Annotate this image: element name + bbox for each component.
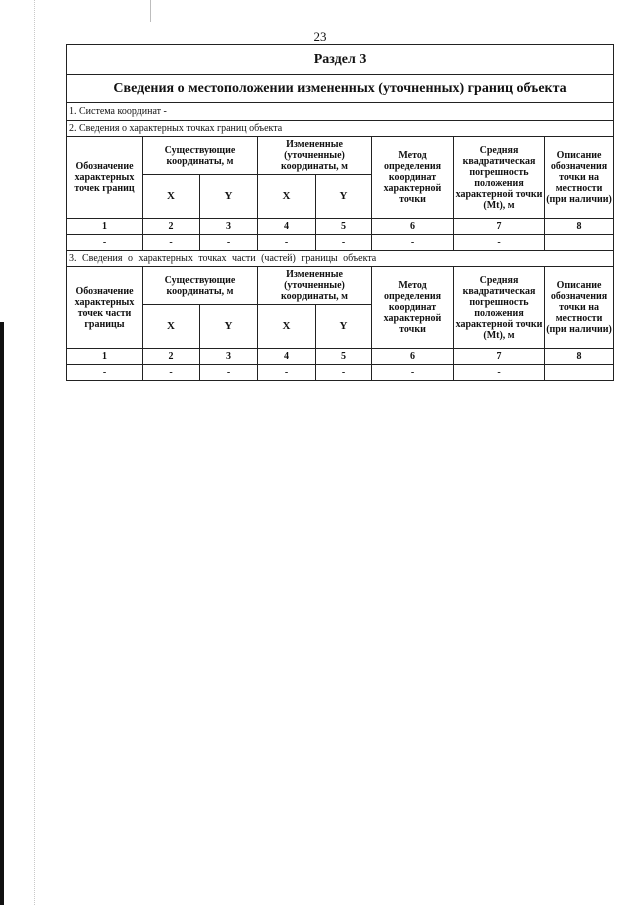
section-title: Раздел 3	[67, 45, 614, 75]
part3-value-8	[545, 365, 614, 381]
part2-y-changed: Y	[316, 175, 372, 219]
part3-col-designation: Обозначение характерных точек части границы	[67, 267, 143, 349]
part2-col-existing: Существующие координаты, м	[143, 137, 258, 175]
part3-num-3: 3	[200, 349, 258, 365]
part3-col-existing: Существующие координаты, м	[143, 267, 258, 305]
part2-value-2: -	[143, 235, 200, 251]
part2-num-7: 7	[454, 219, 545, 235]
scan-artifact-dots	[34, 0, 36, 905]
part2-num-8: 8	[545, 219, 614, 235]
part3-num-2: 2	[143, 349, 200, 365]
part2-col-description: Описание обозначения точки на местности (при наличии)	[545, 137, 614, 219]
part3-x-changed: X	[258, 305, 316, 349]
part2-num-2: 2	[143, 219, 200, 235]
part3-value-5: -	[316, 365, 372, 381]
part2-col-changed: Измененные (уточненные) координаты, м	[258, 137, 372, 175]
part2-value-6: -	[372, 235, 454, 251]
table-row	[67, 235, 614, 251]
part3-num-6: 6	[372, 349, 454, 365]
part2-label: 2. Сведения о характерных точках границ объекта	[67, 121, 614, 137]
part3-y-changed: Y	[316, 305, 372, 349]
part2-col-method: Метод определения координат характерной точки	[372, 137, 454, 219]
part2-number-row	[67, 219, 614, 235]
part3-num-5: 5	[316, 349, 372, 365]
scan-artifact-line	[150, 0, 151, 22]
part2-col-error: Средняя квадратическая погрешность положения характерной точки (Mt), м	[454, 137, 545, 219]
part3-value-6: -	[372, 365, 454, 381]
part2-value-3: -	[200, 235, 258, 251]
part2-num-4: 4	[258, 219, 316, 235]
part2-x-changed: X	[258, 175, 316, 219]
part3-value-3: -	[200, 365, 258, 381]
part3-col-method: Метод определения координат характерной точки	[372, 267, 454, 349]
part3-col-description: Описание обозначения точки на местности (при наличии)	[545, 267, 614, 349]
part2-value-1: -	[67, 235, 143, 251]
part3-value-4: -	[258, 365, 316, 381]
part3-col-changed: Измененные (уточненные) координаты, м	[258, 267, 372, 305]
table-row	[67, 365, 614, 381]
part3-num-1: 1	[67, 349, 143, 365]
coord-system-row: 1. Система координат -	[67, 103, 614, 121]
part2-value-7: -	[454, 235, 545, 251]
part2-num-3: 3	[200, 219, 258, 235]
section-3-form	[66, 44, 614, 381]
part3-label: 3. Сведения о характерных точках части (частей) границы объекта	[67, 251, 614, 267]
part3-num-7: 7	[454, 349, 545, 365]
part2-value-4: -	[258, 235, 316, 251]
part3-num-4: 4	[258, 349, 316, 365]
part3-value-2: -	[143, 365, 200, 381]
part3-y-existing: Y	[200, 305, 258, 349]
part2-y-existing: Y	[200, 175, 258, 219]
page-number: 23	[313, 29, 327, 44]
info-title: Сведения о местоположении измененных (уточненных) границ объекта	[67, 75, 614, 103]
part2-value-8	[545, 235, 614, 251]
part3-number-row	[67, 349, 614, 365]
part3-x-existing: X	[143, 305, 200, 349]
scan-artifact-bar	[0, 322, 4, 905]
part3-num-8: 8	[545, 349, 614, 365]
part3-value-1: -	[67, 365, 143, 381]
part2-num-1: 1	[67, 219, 143, 235]
part2-num-5: 5	[316, 219, 372, 235]
part2-col-designation: Обозначение характерных точек границ	[67, 137, 143, 219]
part2-x-existing: X	[143, 175, 200, 219]
part3-value-7: -	[454, 365, 545, 381]
part2-value-5: -	[316, 235, 372, 251]
part3-col-error: Средняя квадратическая погрешность положения характерной точки (Mt), м	[454, 267, 545, 349]
part2-num-6: 6	[372, 219, 454, 235]
